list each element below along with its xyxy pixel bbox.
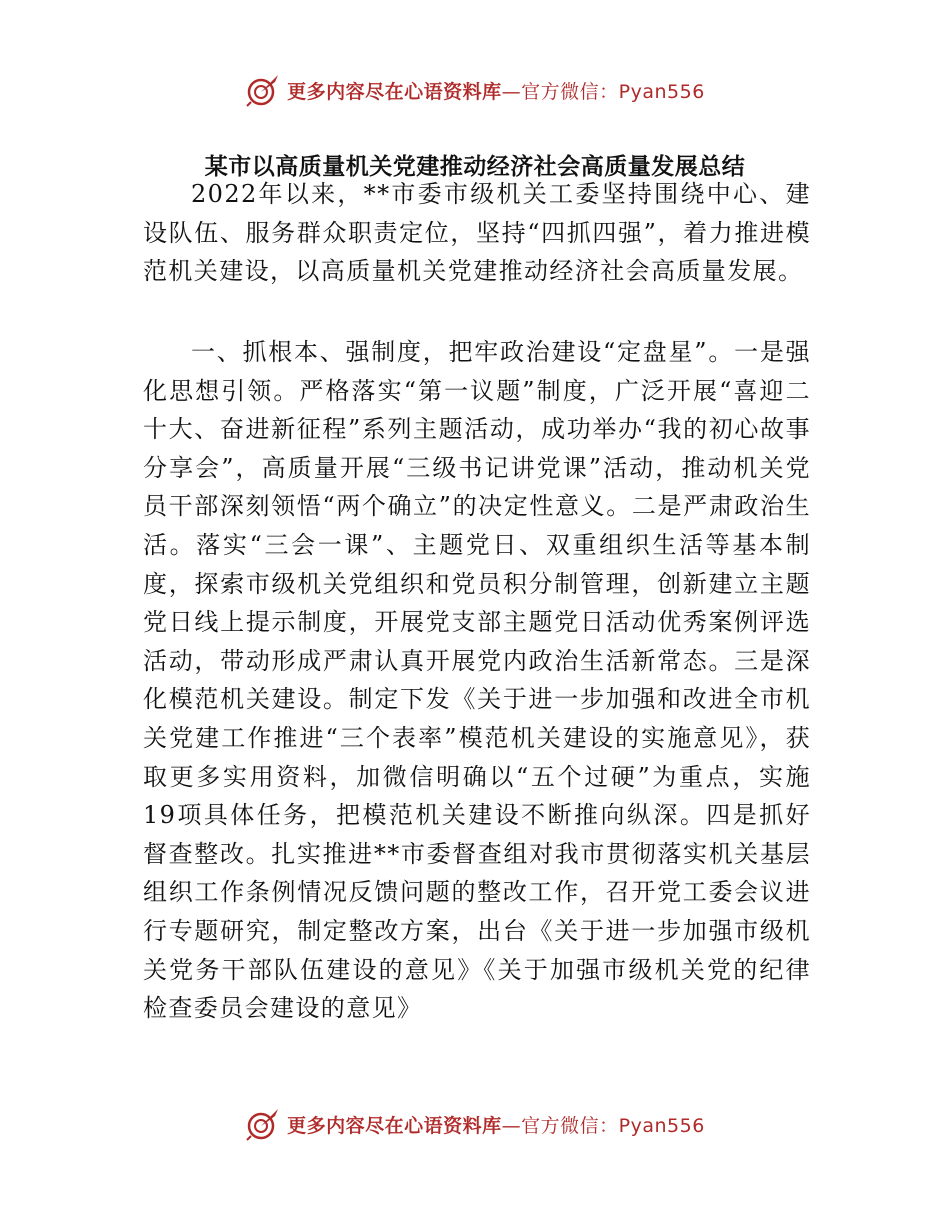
paragraph-section-one [143,333,811,1028]
watermark-text: 更多内容尽在心语资料库—官方微信：Pyan556 [287,1114,705,1137]
header-watermark [0,68,950,112]
document-title: 某市以高质量机关党建推动经济社会高质量发展总结 [204,154,746,180]
watermark-text: 更多内容尽在心语资料库—官方微信：Pyan556 [287,80,705,103]
paragraph-text: 一、抓根本、强制度，把牢政治建设“定盘星”。一是强化思想引领。严格落实“第一议题”制度，广泛开展“喜迎二十大、奋进新征程”系列主题活动，成功举办“我的初心故事分享会”，高质量开展“三级书记讲党课”活动，推动机关党员干部深刻领悟“两个确立”的决定性意义。二是严肃政治生活。落实“三会一课”、主题党日、双重组织生活等基本制度，探索市级机关党组织和党员积分制管理，创新建立主题党日线上提示制度，开展党支部主题党日活动优秀案例评选活动，带动形成严肃认真开展党内政治生活新常态。三是深化模范机关建设。制定下发《关于进一步加强和改进全市机关党建工作推进“三个表率”模范机关建设的实施意见》，获取更多实用资料，加微信明确以“五个过硬”为重点，实施19项具体任务，把模范机关建设不断推向纵深。四是抓好督查整改。扎实推进**市委督查组对我市贯彻落实机关基层组织工作条例情况反馈问题的整改工作，召开党工委会议进行专题研究，制定整改方案，出台《关于进一步加强市级机关党务干部队伍建设的意见》《关于加强市级机关党的纪律检查委员会建设的意见》 [143,338,811,1023]
paragraph-intro [143,175,811,291]
seal-quill-icon [245,1106,281,1142]
footer-watermark [0,1102,950,1146]
seal-quill-icon [245,72,281,108]
paragraph-text: 2022年以来，**市委市级机关工委坚持围绕中心、建设队伍、服务群众职责定位，坚持“四抓四强”，着力推进模范机关建设，以高质量机关党建推动经济社会高质量发展。 [143,180,811,286]
